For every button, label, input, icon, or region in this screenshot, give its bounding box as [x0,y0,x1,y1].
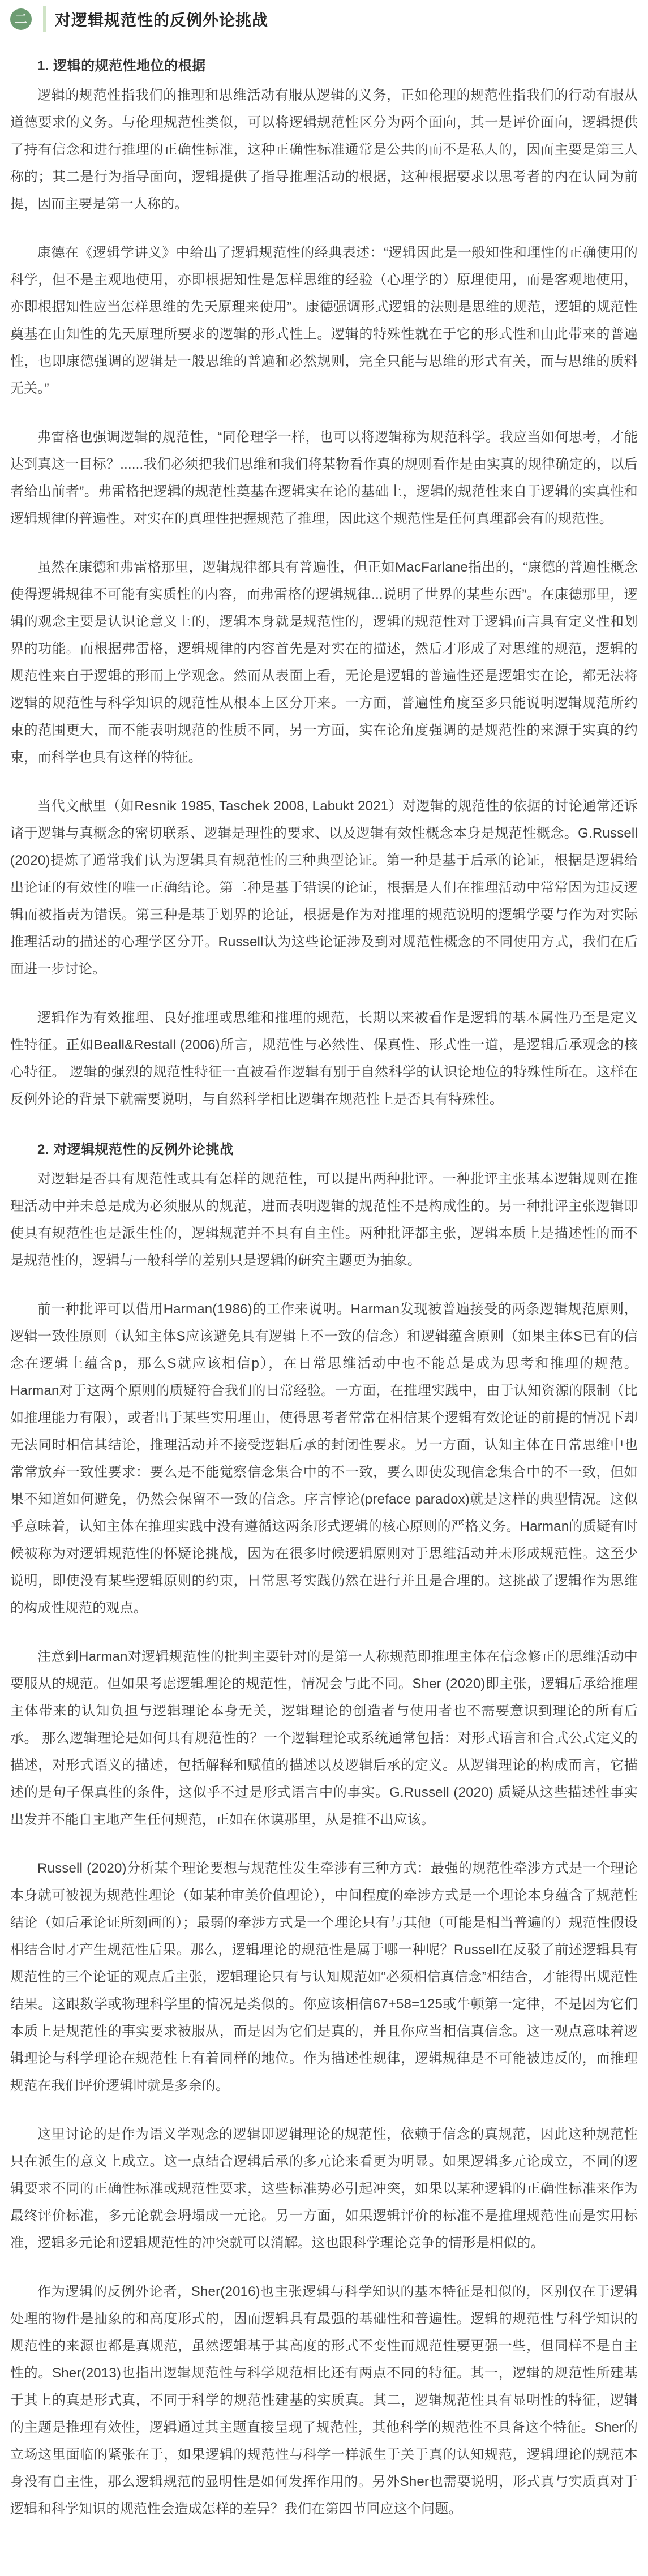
section-heading-1: 1. 逻辑的规范性地位的根据 [37,58,206,74]
paragraph: 注意到Harman对逻辑规范性的批判主要针对的是第一人称规范即推理主体在信念修正的思维活动中要服从的规范。但如果考虑逻辑理论的规范性，情况会与此不同。Sher (2020)即主张，逻辑后承给推理主体带来的认知负担与逻辑理论本身无关，逻辑理论的创造者与使用者也不需要意识到理论的所有后承。 那么逻辑理论是如何具有规范性的？一个逻辑理论或系统通常包括：对形式语言和合式公式定义的描述，对形式语义的描述，包括解释和赋值的描述以及逻辑后承的定义。从逻辑理论的构成而言，它描述的是句子保真性的条件，这似乎不过是形式语言中的事实。G.Russell (2020) 质疑从这些描述性事实出发并不能自主地产生任何规范，正如在休谟那里，从是推不出应该。 [10,1649,638,1827]
paragraph: 这里讨论的是作为语义学观念的逻辑即逻辑理论的规范性，依赖于信念的真规范，因此这种规范性只在派生的意义上成立。这一点结合逻辑后承的多元论来看更为明显。如果逻辑多元论成立，不同的逻辑要求不同的正确性标准或规范性要求，这些标准势必引起冲突，如果以某种逻辑的正确性标准来作为最终评价标准，多元论就会坍塌成一元论。另一方面，如果逻辑评价的标准不是推理规范性而是实用标准，逻辑多元论和逻辑规范性的冲突就可以消解。这也跟科学理论竞争的情形是相似的。 [10,2127,638,2251]
paragraph: 逻辑的规范性指我们的推理和思维活动有服从逻辑的义务，正如伦理的规范性指我们的行动有服从道德要求的义务。与伦理规范性类似，可以将逻辑规范性区分为两个面向，其一是评价面向，逻辑提供了持有信念和进行推理的正确性标准，这种正确性标准通常是公共的而不是私人的，因而主要是第三人称的；其二是行为指导面向，逻辑提供了指导推理活动的根据，这种根据要求以思考者的内在认同为前提，因而主要是第一人称的。 [10,88,638,212]
page-title: 对逻辑规范性的反例外论挑战 [55,11,269,29]
title-divider [43,6,46,32]
paragraph: Russell (2020)分析某个理论要想与规范性发生牵涉有三种方式：最强的规范性牵涉方式是一个理论本身就可被视为规范性理论（如某种审美价值理论），中间程度的牵涉方式是一个理论本身蕴含了规范性结论（如后承论证所刻画的）；最弱的牵涉方式是一个理论只有与其他（可能是相当普遍的）规范性假设相结合时才产生规范性后果。那么，逻辑理论的规范性是属于哪一种呢？Russell在反驳了前述逻辑具有规范性的三个论证的观点后主张，逻辑理论只有与认知规范如“必须相信真信念”相结合，才能得出规范性结果。这跟数学或物理科学里的情况是类似的。你应该相信67+58=125或牛顿第一定律，不是因为它们本质上是规范性的事实要求被服从，而是因为它们是真的，并且你应当相信真信念。这一观点意味着逻辑理论与科学理论在规范性上有着同样的地位。作为描述性规律，逻辑规律是不可能被违反的，而推理规范在我们评价逻辑时就是多余的。 [10,1861,638,2093]
paragraph: 弗雷格也强调逻辑的规范性，“同伦理学一样，也可以将逻辑称为规范科学。我应当如何思考，才能达到真这一目标？......我们必须把我们思维和我们将某物看作真的规则看作是由实真的规律确定的，以后者给出前者”。弗雷格把逻辑的规范性奠基在逻辑实在论的基础上，逻辑的规范性来自于逻辑的实真性和逻辑规律的普遍性。对实在的真理性把握规范了推理，因此这个规范性是任何真理都会有的规范性。 [10,430,638,526]
section-number-badge-icon [10,8,32,30]
paragraph: 虽然在康德和弗雷格那里，逻辑规律都具有普遍性，但正如MacFarlane指出的，“康德的普遍性概念使得逻辑规律不可能有实质性的内容，而弗雷格的逻辑规律...说明了世界的某些东西”。在康德那里，逻辑的观念主要是认识论意义上的，逻辑本身就是规范性的，逻辑的规范性对于逻辑而言具有定义性和划界的功能。而根据弗雷格，逻辑规律的内容首先是对实在的描述，然后才形成了对思维的规范，逻辑的规范性来自于逻辑的形而上学观念。然而从表面上看，无论是逻辑的普遍性还是逻辑实在论，都无法将逻辑的规范性与科学知识的规范性从根本上区分开来。一方面，普遍性角度至多只能说明逻辑规范所约束的范围更大，而不能表明规范的性质不同，另一方面，实在论角度强调的是规范性的来源于实真的约束，而科学也具有这样的特征。 [10,560,638,765]
paragraph: 对逻辑是否具有规范性或具有怎样的规范性，可以提出两种批评。一种批评主张基本逻辑规则在推理活动中并未总是成为必须服从的规范，进而表明逻辑的规范性不是构成性的。另一种批评主张逻辑即使具有规范性也是派生性的，逻辑规范并不具有自主性。两种批评都主张，逻辑本质上是描述性的而不是规范性的，逻辑与一般科学的差别只是逻辑的研究主题更为抽象。 [10,1171,638,1268]
paragraph: 当代文献里（如Resnik 1985, Taschek 2008, Labukt 2021）对逻辑的规范性的依据的讨论通常还诉诸于逻辑与真概念的密切联系、逻辑是理性的要求、以及逻辑有效性概念本身是规范性概念。G.Russell (2020)提炼了通常我们认为逻辑具有规范性的三种典型论证。第一种是基于后承的论证，根据是逻辑给出论证的有效性的唯一正确结论。第二种是基于错误的论证，根据是人们在推理活动中常常因为违反逻辑而被指责为错误。第三种是基于划界的论证，根据是作为对推理的规范说明的逻辑学要与作为对实际推理活动的描述的心理学区分开。Russell认为这些论证涉及到对规范性概念的不同使用方式，我们在后面进一步讨论。 [10,798,638,977]
article-header [10,5,638,34]
paragraph: 康德在《逻辑学讲义》中给出了逻辑规范性的经典表述：“逻辑因此是一般知性和理性的正确使用的科学，但不是主观地使用，亦即根据知性是怎样思维的经验（心理学的）原理使用，而是客观地使用，亦即根据知性应当怎样思维的先天原理来使用”。康德强调形式逻辑的法则是思维的规范，逻辑的规范性奠基在由知性的先天原理所要求的逻辑的形式性上。逻辑的特殊性就在于它的形式性和由此带来的普遍性，也即康德强调的逻辑是一般思维的普遍和必然规则，完全只能与思维的形式有关，而与思维的质料无关。” [10,245,638,396]
badge-glyph: 二 [14,12,27,26]
paragraph: 作为逻辑的反例外论者，Sher(2016)也主张逻辑与科学知识的基本特征是相似的，区别仅在于逻辑处理的物件是抽象的和高度形式的，因而逻辑具有最强的基础性和普遍性。逻辑的规范性与科学知识的规范性的来源也都是真规范，虽然逻辑基于其高度的形式不变性而规范性要更强一些，但同样不是自主性的。Sher(2013)也指出逻辑规范性与科学规范相比还有两点不同的特征。其一，逻辑的规范性所建基于其上的真是形式真，不同于科学的规范性建基的实质真。其二，逻辑规范性具有显明性的特征，逻辑的主题是推理有效性，逻辑通过其主题直接呈现了规范性，其他科学的规范性不具备这个特征。Sher的立场这里面临的紧张在于，如果逻辑的规范性与科学一样派生于关于真的认知规范，逻辑理论的规范本身没有自主性，那么逻辑规范的显明性是如何发挥作用的。另外Sher也需要说明，形式真与实质真对于逻辑和科学知识的规范性会造成怎样的差异？我们在第四节回应这个问题。 [10,2284,638,2517]
paragraph: 前一种批评可以借用Harman(1986)的工作来说明。Harman发现被普遍接受的两条逻辑规范原则，逻辑一致性原则（认知主体S应该避免具有逻辑上不一致的信念）和逻辑蕴含原则（如果主体S已有的信念在逻辑上蕴含p，那么S就应该相信p），在日常思维活动中也不能总是成为思考和推理的规范。Harman对于这两个原则的质疑符合我们的日常经验。一方面，在推理实践中，由于认知资源的限制（比如推理能力有限），或者出于某些实用理由，使得思考者常常在相信某个逻辑有效论证的前提的情况下却无法同时相信其结论，推理活动并不接受逻辑后承的封闭性要求。另一方面，认知主体在日常思维中也常常放弃一致性要求：要么是不能觉察信念集合中的不一致，要么即使发现信念集合中的不一致，但如果不知道如何避免，仍然会保留不一致的信念。序言悖论(preface paradox)就是这样的典型情况。这似乎意味着，认知主体在推理实践中没有遵循这两条形式逻辑的核心原则的严格义务。Harman的质疑有时候被称为对逻辑规范性的怀疑论挑战，因为在很多时候逻辑原则对于思维活动并未形成规范性。这至少说明，即使没有某些逻辑原则的约束，日常思考实践仍然在进行并且是合理的。这挑战了逻辑作为思维的构成性规范的观点。 [10,1302,638,1616]
paragraph: 逻辑作为有效推理、良好推理或思维和推理的规范，长期以来被看作是逻辑的基本属性乃至是定义性特征。正如Beall&Restall (2006)所言，规范性与必然性、保真性、形式性一道，是逻辑后承观念的核心特征。 逻辑的强烈的规范性特征一直被看作逻辑有别于自然科学的认识论地位的特殊性所在。这样在反例外论的背景下就需要说明，与自然科学相比逻辑在规范性上是否具有特殊性。 [10,1010,638,1107]
article-body [10,54,638,2523]
section-heading-2: 2. 对逻辑规范性的反例外论挑战 [37,1142,234,1157]
